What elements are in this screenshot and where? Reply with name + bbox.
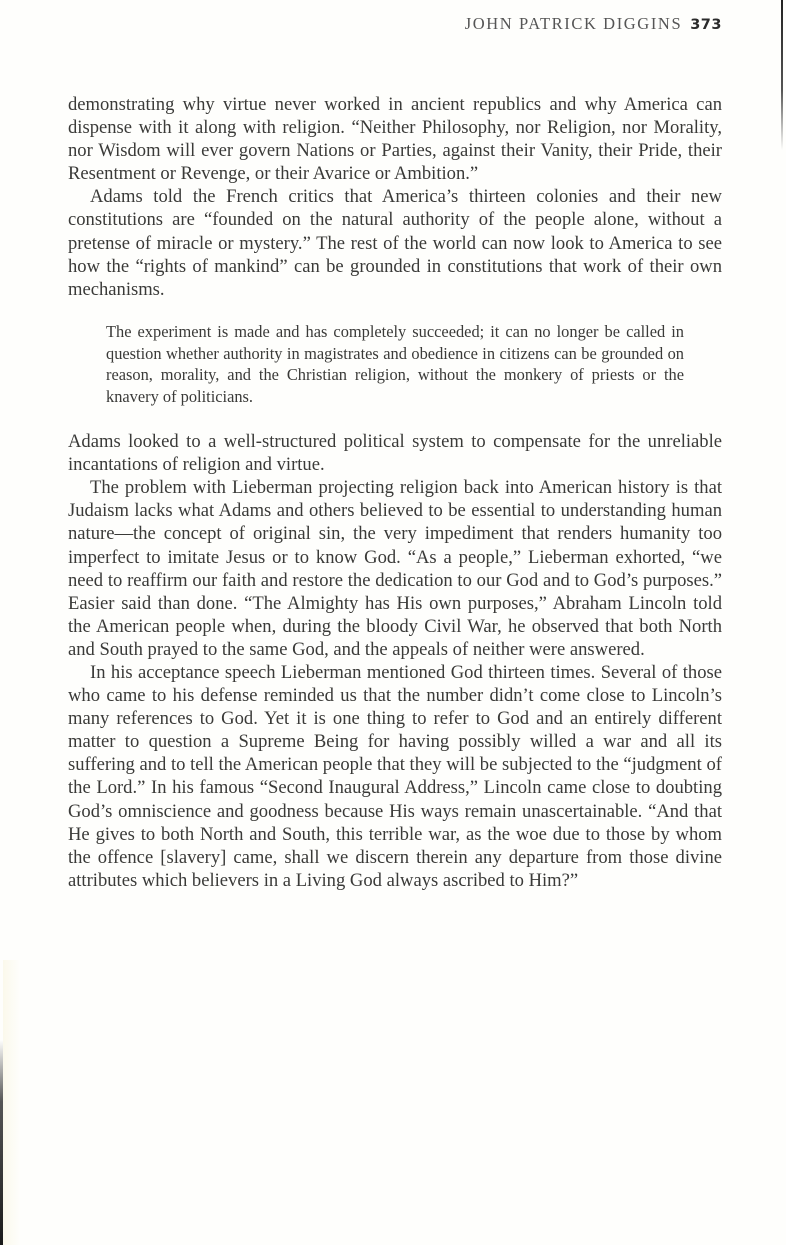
page-edge-shadow-right — [781, 0, 783, 150]
paragraph: In his acceptance speech Lieberman mentioned God thirteen times. Several of those who came to his defense reminded us that the number didn’t come close to Lincoln’s many references to God. Yet it is one thing to refer to God and an entirely different matter to question a Supreme Being for having possibly willed a war and all its suffering and to tell the American people that they will be subjected to the “judgment of the Lord.” In his famous “Second Inaugural Address,” Lincoln came close to doubting God’s omniscience and goodness because His ways remain unascertainable. “And that He gives to both North and South, this terrible war, as the woe due to those by whom the offence [slavery] came, shall we discern therein any departure from those divine attributes which believers in a Living God always ascribed to Him?” — [68, 661, 722, 891]
paragraph-continued: demonstrating why virtue never worked in ancient republics and why America can dispense with it along with religion. “Neither Philosophy, nor Religion, nor Morality, nor Wisdom will ever govern Nations or Parties, against their Vanity, their Pride, their Resentment or Revenge, or their Avarice or Ambition.” — [68, 94, 722, 185]
page-edge-tint-left — [3, 960, 21, 1245]
page-edge-shadow-left — [0, 1040, 3, 1245]
body-text — [68, 93, 722, 892]
paragraph-after-quote: Adams looked to a well-structured political system to compensate for the unreliable incantations of religion and virtue. — [68, 431, 722, 476]
paragraph: The problem with Lieberman projecting religion back into American history is that Judaism lacks what Adams and others believed to be essential to understanding human nature—the concept of original sin, the very impediment that renders humanity too imperfect to imitate Jesus or to know God. “As a people,” Lieberman exhorted, “we need to reaffirm our faith and restore the dedication to our God and to God’s purposes.” Easier said than done. “The Almighty has His own purposes,” Abraham Lincoln told the American people when, during the bloody Civil War, he observed that both North and South prayed to the same God, and the appeals of neither were answered. — [68, 477, 722, 660]
block-quote: The experiment is made and has completely succeeded; it can no longer be called in question whether authority in magistrates and obedience in citizens can be grounded on reason, morality, and the Christian religion, without the monkery of priests or the knavery of politicians. — [106, 321, 684, 407]
running-head-author: JOHN PATRICK DIGGINS — [464, 14, 683, 33]
running-head — [465, 14, 722, 34]
paragraph: Adams told the French critics that America’s thirteen colonies and their new constitutions are “founded on the natural authority of the people alone, without a pretense of miracle or mystery.” The rest of the world can now look to America to see how the “rights of mankind” can be grounded in constitutions that work of their own mechanisms. — [68, 186, 722, 300]
page-number: 373 — [690, 17, 722, 33]
